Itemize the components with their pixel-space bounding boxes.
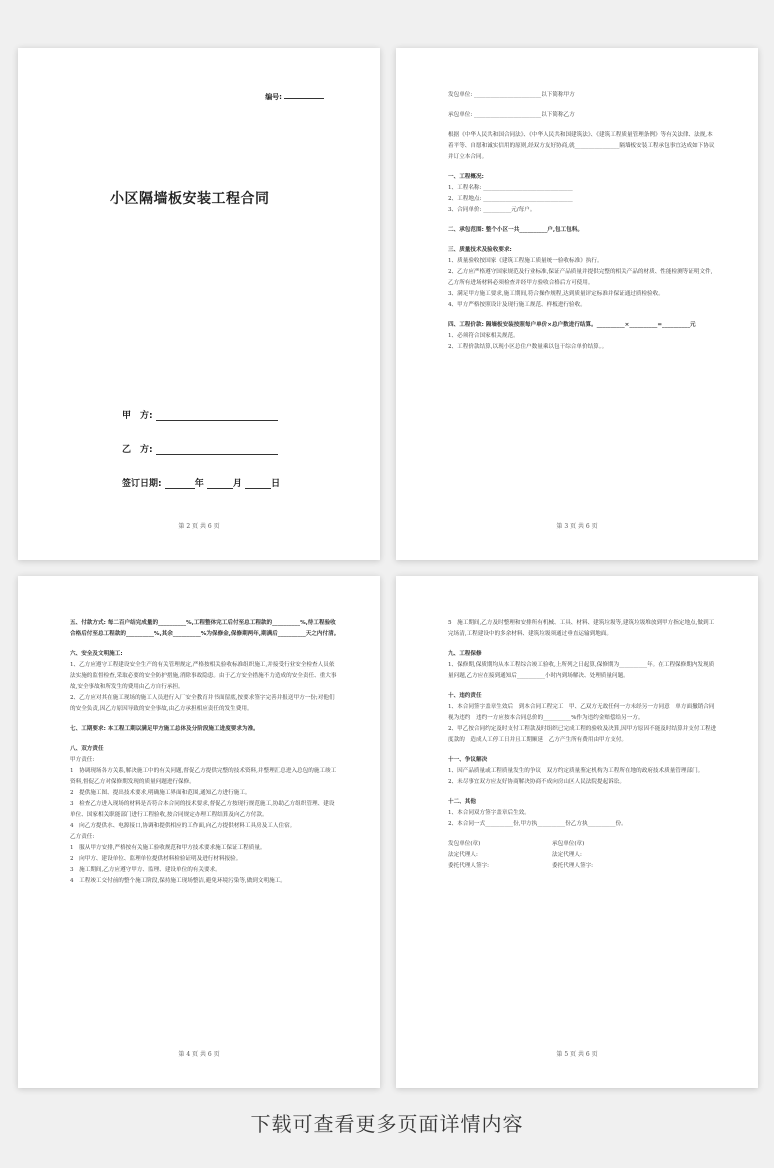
signature-block <box>448 839 718 872</box>
paragraph: 1、保修期,保质期均从本工程综合竣工验收,上所列之日起算,保修期为__________年。在工程保修期内发现质量问题,乙方应在接到通知后__________小时内到场解决、处理质量问题。 <box>448 662 715 679</box>
spacer <box>448 640 718 649</box>
doc-no-blank <box>284 98 324 99</box>
page-4-content <box>70 618 340 887</box>
contract-title: 小区隔墙板安装工程合同 <box>110 191 270 207</box>
page-5 <box>396 576 758 1088</box>
section-heading: 八、双方责任 <box>70 746 104 752</box>
contractor-signature-field: 法定代理人: <box>552 852 582 858</box>
year-blank <box>165 488 195 489</box>
spacer <box>448 101 718 110</box>
paragraph: 1、必须符合国家相关规范。 <box>448 333 519 339</box>
spacer <box>448 830 718 839</box>
spacer <box>448 216 718 225</box>
paragraph: 1、因产品质量或工程质量发生的争议 双方约定质量鉴定机构为工程所在地的政府技术质量管理部门。 <box>448 768 704 774</box>
paragraph: 2、工程价款结算,以现小区总住户数量乘以包干综合单价结算。。 <box>448 344 608 350</box>
paragraph: 2、乙方应严格遵守国家规范及行业标准,保证产品质量并提供完整的相关产品的材质、性能检测等证明文件,乙方所有进场材料必须检查并经甲方验收合格后方可使用。 <box>448 269 713 286</box>
signature-row <box>448 850 718 861</box>
employer-signature-field: 委托代理人签字: <box>448 863 490 869</box>
spacer <box>448 121 718 130</box>
paragraph: 2 提供施工图、提出技术要求,明确施工界面和范围,通知乙方进行施工。 <box>70 790 251 796</box>
contractor-signature-field: 委托代理人签字: <box>552 863 594 869</box>
paragraph: 根据《中华人民共和国合同法》、《中华人民共和国建筑法》、《建筑工程质量管理条例》等有关法律、法规,本着平等、自愿和诚实信用的原则,经双方友好协商,就________________隔墙板安装工程承包事宜达成如下协议并订立本合同。 <box>448 132 715 160</box>
paragraph: 4、甲方严格按照设计及现行施工规范、样板进行验收。 <box>448 302 586 308</box>
paragraph: 承包单位: ________________________以下简称乙方 <box>448 112 575 118</box>
paragraph: 2、甲乙按合同约定及时支付工程款及时组织已完成工程的验收及决算,因甲方原因不能及时结算并支付工程进度款的 造成人工停工日并且工期顺延 乙方产生所有费用由甲方支付。 <box>448 726 717 743</box>
paragraph: 4 工程竣工交付前的整个施工阶段,保持施工现场整洁,避免环境污染等,做到文明施工。 <box>70 878 286 884</box>
paragraph: 1 协调现场各方关系,解决施工中的有关问题,督促乙方提供完整的技术资料,并整理汇总进入总包的施工竣工资料,督促乙方对保修期发现的质量问题进行保修。 <box>70 768 337 785</box>
party-a-label: 甲 方: <box>122 411 153 421</box>
paragraph: 2、本合同一式__________份,甲方执__________份乙方执__________份。 <box>448 821 627 827</box>
employer-signature-field: 法定代理人: <box>448 852 478 858</box>
party-a-blank <box>156 420 278 421</box>
day-blank <box>245 488 271 489</box>
paragraph: 2 向甲方、建设单位、监理单位提供材料检验证明及进行材料报验。 <box>70 856 242 862</box>
section-heading: 六、安全及文明施工: <box>70 651 123 657</box>
section-heading: 二、承包范围: 整个小区一共__________户,包工包料。 <box>448 227 583 233</box>
page-3-content <box>448 90 718 353</box>
spacer <box>448 746 718 755</box>
page-5-content <box>448 618 718 872</box>
doc-no-label: 编号: <box>265 93 282 101</box>
signature-row <box>448 839 718 850</box>
section-heading: 十一、争议解决 <box>448 757 488 763</box>
spacer <box>448 682 718 691</box>
month-label: 月 <box>232 479 242 489</box>
page-footer: 第 2 页 共 6 页 <box>178 523 220 530</box>
section-heading: 十、违约责任 <box>448 693 482 699</box>
section-heading: 四、工程价款: 隔墙板安装按照每户单价×总户数进行结算。__________×__________=__________元 <box>448 322 696 328</box>
spacer <box>448 163 718 172</box>
paragraph: 发包单位: ________________________以下简称甲方 <box>448 92 575 98</box>
section-heading: 三、质量技术及验收要求: <box>448 247 512 253</box>
page-2-cover <box>18 48 380 560</box>
paragraph: 1、工程名称: ________________________________ <box>448 185 573 191</box>
section-heading: 九、工程保修 <box>448 651 482 657</box>
paragraph: 1、本合同双方签字盖章后生效。 <box>448 810 530 816</box>
paragraph: 3 检查乙方进入现场的材料是否符合本合同的技术要求,督促乙方按现行规范施工,协助乙方组织管理、建设单位、国家相关职能部门进行工程验收,按合同规定办理工程结算及向乙方付款。 <box>70 801 335 818</box>
paragraph: 3、满足甲方施工要求,施工期间,符合操作规程,达到质量评定标准并保证通过质检验收。 <box>448 291 664 297</box>
page-footer: 第 3 页 共 6 页 <box>556 523 598 530</box>
party-a-line <box>122 408 278 421</box>
paragraph: 乙方责任: <box>70 834 95 840</box>
spacer <box>448 788 718 797</box>
party-b-blank <box>156 454 278 455</box>
month-blank <box>207 488 233 489</box>
paragraph: 1 服从甲方安排,严格按有关施工验收规范和甲方技术要求施工保证工程质量。 <box>70 845 266 851</box>
paragraph: 甲方责任: <box>70 757 95 763</box>
spacer <box>70 640 340 649</box>
page-5-lines <box>448 618 718 839</box>
section-heading: 十二、其他 <box>448 799 476 805</box>
spacer <box>448 236 718 245</box>
paragraph: 3、合同单价: __________元/每户。 <box>448 207 536 213</box>
page-footer: 第 4 页 共 6 页 <box>178 1051 220 1058</box>
sign-date-label: 签订日期: <box>122 479 162 489</box>
page-4 <box>18 576 380 1088</box>
party-b-label: 乙 方: <box>122 445 153 455</box>
signature-row <box>448 861 718 872</box>
paragraph: 1、乙方应遵守工程建设安全生产的有关管理规定,严格按相关验收标准组织施工,并接受行业安全检查人员依法实施的监督检查,采取必要的安全防护措施,消除事故隐患。由于乙方安全措施不力造成的安全责任、重大事故,安全事故和所发生的费用由乙方自行承担。 <box>70 662 337 690</box>
spacer <box>448 311 718 320</box>
spacer <box>70 715 340 724</box>
section-heading: 五、付款方式: 每二百户结完成量的__________%,工程整体完工后付至总工程款的__________%,待工程验收合格后付至总工程款的__________%,其余__________%为保修金,保修期两年,期满后__________天之内付清。 <box>70 620 340 637</box>
paragraph: 1、质量验收按国家《建筑工程施工质量统一验收标准》执行。 <box>448 258 603 264</box>
paragraph: 2、乙方应对其在施工现场的施工人员进行入厂安全教育并书面留底,按要求签字完善并报送甲方一份;对他们的安全负责,因乙方原因导致的安全事故,由乙方承担相应责任的发生费用。 <box>70 695 335 712</box>
page-3 <box>396 48 758 560</box>
paragraph: 3 施工期间,乙方应遵守甲方、监理、建设单位的有关要求。 <box>70 867 221 873</box>
party-b-line <box>122 442 278 455</box>
paragraph: 2、未尽事宜双方应友好协商解决协商不成向房山区人民法院提起诉讼。 <box>448 779 625 785</box>
paragraph: 4 向乙方提供水、电源接口,协调和提供相应的工作面,向乙方提供材料工具房及工人住宿。 <box>70 823 296 829</box>
spacer <box>70 735 340 744</box>
paragraph: 1、本合同签字盖章生效后 到本合同工程完工 甲、乙双方无故任何一方未经另一方同意 单方面撤销合同视为违约 违约一方应按本合同总价的__________%作为违约金赔偿给另一方。 <box>448 704 715 721</box>
paragraph: 5 施工期间,乙方及时整理和安排所有机械、工具、材料、建筑垃圾等,建筑垃圾堆放到甲方指定地点,做到工完场清,工程建设中的多余材料、建筑垃圾须通过垂直运输到地面。 <box>448 620 715 637</box>
day-label: 日 <box>271 479 281 489</box>
employer-signature-field: 发包单位(章) <box>448 841 481 847</box>
download-banner: 下载可查看更多页面详情内容 <box>250 1112 524 1136</box>
sign-date-line <box>122 476 280 489</box>
document-number <box>265 92 324 102</box>
page-footer: 第 5 页 共 6 页 <box>556 1051 598 1058</box>
section-heading: 一、工程概况: <box>448 174 484 180</box>
contractor-signature-field: 承包单位(章) <box>552 841 585 847</box>
section-heading: 七、工期要求: 本工程工期以满足甲方施工总体及分阶段施工进度要求为准。 <box>70 726 259 732</box>
year-label: 年 <box>194 479 204 489</box>
paragraph: 2、工程地点: ________________________________ <box>448 196 573 202</box>
